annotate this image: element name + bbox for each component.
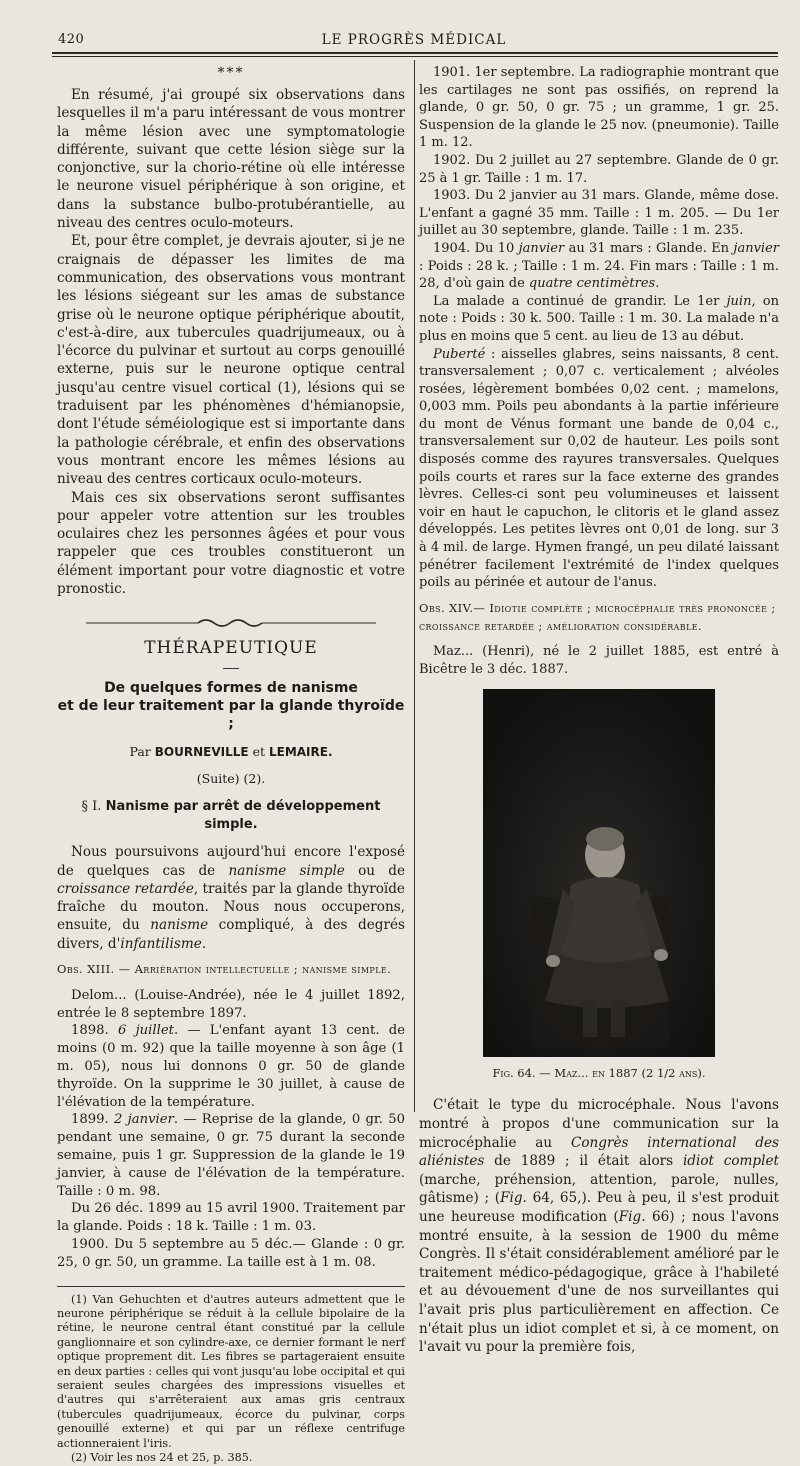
- obs-xiii-p3: 1899. 2 janvier. — Reprise de la glande, 0 gr. 50 pendant une semaine, 0 gr. 75 durant la seconde semaine, puis 1 gr. Suppression de la glande le 19 janvier, à cause de l'élévation de la température. Taille : 0 m. 98.: [57, 1112, 405, 1199]
- journal-title: LE PROGRÈS MÉDICAL: [321, 32, 507, 48]
- author-lemaire: LEMAIRE.: [268, 745, 333, 760]
- figure-caption: Fig. 64. — Maz... en 1887 (2 1/2 ans).: [492, 1065, 706, 1080]
- article-title-line-1: De quelques formes de nanisme: [104, 680, 358, 697]
- title-rule: [223, 668, 239, 669]
- summary-paragraph-2: Et, pour être complet, je devrais ajouter, si je ne craignais de dépasser les limites de ma communication, des observations vous montrant les lésions siégeant sur les amas de substance grise où le neurone optique périphérique aboutit, c'est-à-dire, aux tubercules quadrijumeaux, ou à l'écorce du pulvinar et surtout au corps genouillé externe, puis sur le neurone optique central jusqu'au centre visuel cortical (1), lésions qui se traduisent par les phénomènes d'hémianopsie, dont l'étude séméiologique est si importante dans la pathologie cérébrale, et enfin des observations vous montrant encore les mêmes lésions au niveau des centres corticaux oculo-moteurs.: [57, 233, 405, 488]
- article-title: [57, 679, 405, 733]
- chapter-number: § I.: [81, 798, 102, 814]
- obs-xiii-p5: 1900. Du 5 septembre au 5 déc.— Glande : 0 gr. 25, 0 gr. 50, un gramme. La taille est à 1 m. 08.: [57, 1237, 405, 1270]
- obs-xiii-1901: 1901. 1er septembre. La radiographie montrant que les cartilages ne sont pas ossifiés, on reprend la glande, 0 gr. 50, 0 gr. 75 ; un gramme, 1 gr. 25. Suspension de la glande le 25 nov. (pneumonie). Taille 1 m. 12.: [419, 65, 779, 151]
- observation-xiii-heading: Obs. XIII. — Arriération intellectuelle ; nanisme simple.: [57, 962, 392, 977]
- page-number: 420: [58, 32, 85, 47]
- summary-paragraph-1: En résumé, j'ai groupé six observations dans lesquelles il m'a paru intéressant de vous montrer la même lésion avec une symptomatologie différente, suivant que cette lésion siège sur la conjonctive, sur la chorio-rétine où elle intéresse le neurone visuel périphérique à son origine, et dans la substance bulbo-protubérantielle, au niveau des centres oculo-moteurs.: [57, 87, 405, 232]
- section-stars: ***: [217, 65, 245, 81]
- footnote-rule: [57, 1286, 405, 1287]
- authors-prefix: Par: [129, 744, 151, 760]
- obs-xiv-p1: Maz... (Henri), né le 2 juillet 1885, est entré à Bicêtre le 3 déc. 1887.: [419, 644, 779, 677]
- obs-xiii-puberty: Puberté : aisselles glabres, seins naissants, 8 cent. transversalement ; 0,07 c. verticalement ; alvéoles rosées, légèrement bombées 0,02 cent. ; mamelons, 0,003 mm. Poils peu abondants à la partie inférieure du mont de Vénus formant une bande de 0,04 c., transversalement sur 0,02 de hauteur. Les poils sont disposés comme des rayures transversales. Quelques poils courts et rares sur la face externe des grandes lèvres. Celles-ci sont peu volumineuses et laissent voir en haut le capuchon, le clitoris et le gland assez développés. Les petites lèvres ont 0,01 de long. sur 3 à 4 mil. de large. Hymen frangé, un peu dilaté laissant pénétrer facilement l'extrémité de l'index quelques poils au périnée et autour de l'anus.: [419, 346, 779, 591]
- obs-xiii-1903: 1903. Du 2 janvier au 31 mars. Glande, même dose. L'enfant a gagné 35 mm. Taille : 1 m. 205. — Du 1er juillet au 30 septembre, glande. Taille : 1 m. 235.: [419, 188, 779, 239]
- left-column: [57, 64, 405, 1466]
- section-title: THÉRAPEUTIQUE: [144, 638, 318, 659]
- obs-xiii-p1: Delom... (Louise-Andrée), née le 4 juillet 1892, entrée le 8 septembre 1897.: [57, 987, 405, 1021]
- intro-paragraph: Nous poursuivons aujourd'hui encore l'exposé de quelques cas de nanisme simple ou de croissance retardée, traités par la glande thyroïde fraîche du mouton. Nous nous occuperons, ensuite, du nanisme compliqué, à des degrés divers, d'infantilisme.: [57, 844, 405, 952]
- footnote-2: (2) Voir les nos 24 et 25, p. 385.: [71, 1451, 253, 1465]
- obs-xiii-p4: Du 26 déc. 1899 au 15 avril 1900. Traitement par la glande. Poids : 18 k. Taille : 1 m. 03.: [57, 1201, 405, 1235]
- footnote-1: (1) Van Gehuchten et d'autres auteurs admettent que le neurone périphérique se réduit à la cellule bipolaire de la rétine, le neurone central étant constitué par la cellule ganglionnaire et son cylindre-axe, ce dernier formant le nerf optique proprement dit. Les fibres se partageraient ensuite en deux parties : celles qui vont jusqu'au lobe occipital et qui seraient seules chargées des impressions visuelles et d'autres qui s'arrêteraient aux amas gris centraux (tubercules quadrijumeaux, écorce du pulvinar, corps genouillé externe) et qui par un réflexe centrifuge actionneraient l'iris.: [57, 1292, 405, 1450]
- header-rule: [52, 52, 778, 54]
- authors-and: et: [252, 744, 265, 760]
- chapter-title: Nanisme par arrêt de développement simple.: [105, 798, 381, 832]
- column-divider: [414, 60, 415, 1112]
- obs-xiii-p2: 1898. 6 juillet. — L'enfant ayant 13 cent. de moins (0 m. 92) que la taille moyenne à son âge (1 m. 05), nous lui donnons 0 gr. 50 de glande thyroïde. On la supprime le 30 juillet, à cause de l'élévation de la température.: [57, 1023, 406, 1110]
- obs-xiii-1902: 1902. Du 2 juillet au 27 septembre. Glande de 0 gr. 25 à 1 gr. Taille : 1 m. 17.: [419, 152, 779, 186]
- article-authors: [57, 743, 405, 762]
- obs-xiv-description: C'était le type du microcéphale. Nous l'avons montré à propos d'une communication sur la microcéphalie au Congrès international des aliénistes de 1889 ; il était alors idiot complet (marche, préhension, attention, parole, nulles, gâtisme) ; (Fig. 64, 65,). Peu à peu, il s'est produit une heureuse modification (Fig. 66) ; nous l'avons montré ensuite, à la session de 1900 du même Congrès. Il s'était considérablement amélioré par le traitement médico-pédagogique, grâce à l'habileté et au dévouement d'une de nos surveillantes qui l'avait pris plus particulièrement en affection. Ce n'était plus un idiot complet et si, à ce moment, on l'avait vu pour la première fois,: [419, 1097, 779, 1356]
- article-suite: (Suite) (2).: [196, 770, 266, 786]
- article-title-line-2: et de leur traitement par la glande thyroïde ;: [57, 698, 405, 733]
- page-header: [52, 30, 776, 52]
- ornament-divider: [86, 616, 376, 630]
- right-column: [419, 64, 779, 1357]
- observation-xiv-heading: Obs. XIV.— Idiotie complète ; microcéphalie très prononcée ; croissance retardée ; amélioration considérable.: [419, 600, 776, 633]
- header-rule-thin: [52, 56, 778, 57]
- patient-photograph: [483, 689, 715, 1057]
- summary-paragraph-3: Mais ces six observations seront suffisantes pour appeler votre attention sur les troubles oculaires chez les personnes âgées et pour vous rappeler que ces troubles constitueront un élément important pour votre diagnostic et votre pronostic.: [57, 489, 405, 598]
- obs-xiii-growth: La malade a continué de grandir. Le 1er juin, on note : Poids : 30 k. 500. Taille : 1 m. 30. La malade n'a plus en moins que 5 cent. au lieu de 13 au début.: [419, 293, 779, 344]
- obs-xiii-1904: 1904. Du 10 janvier au 31 mars : Glande. En janvier : Poids : 28 k. ; Taille : 1 m. 24. Fin mars : Taille : 1 m. 28, d'où gain de quatre centimètres.: [419, 240, 779, 292]
- chapter-heading: [57, 798, 405, 834]
- author-bourneville: BOURNEVILLE: [154, 745, 249, 760]
